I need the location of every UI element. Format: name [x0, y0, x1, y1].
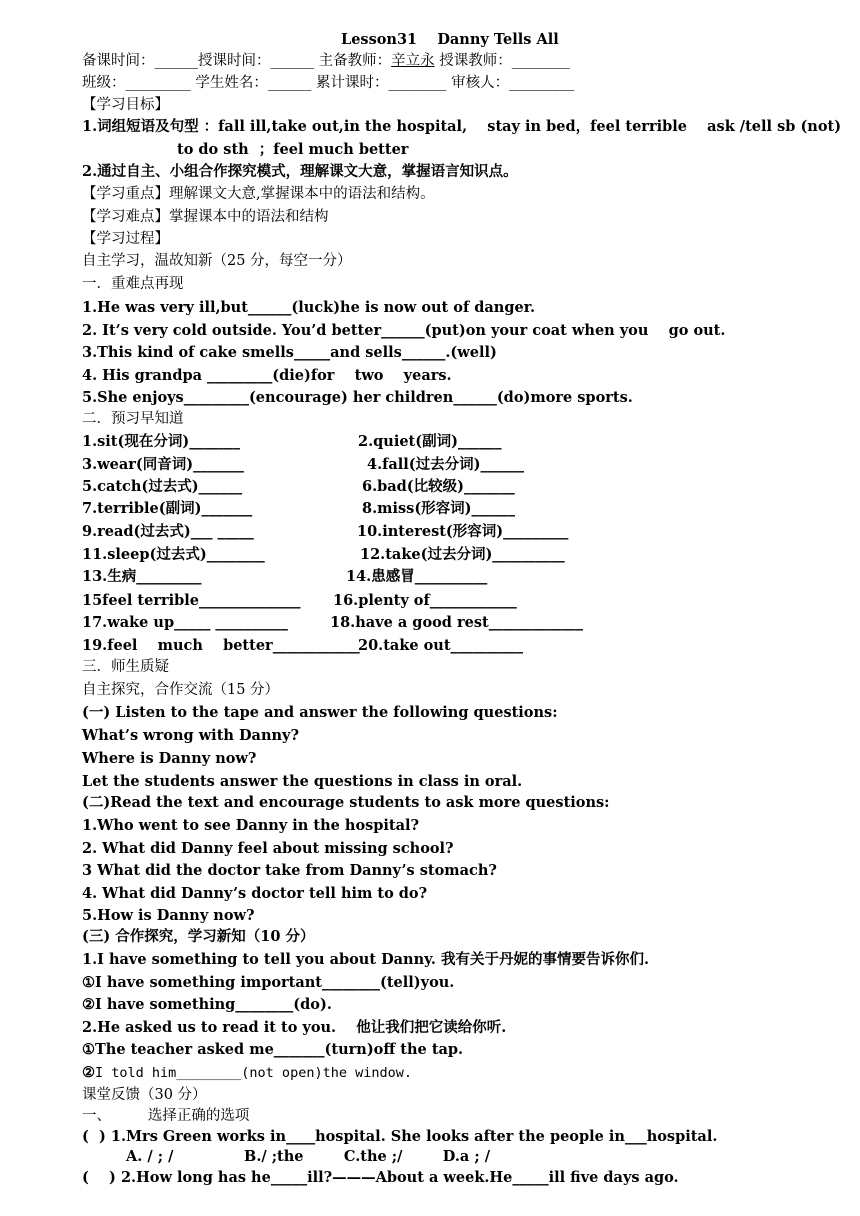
review-item: 5.She enjoys_________(encourage) her children______(do)more sports.	[82, 389, 633, 406]
read-question: 4. What did Danny’s doctor tell him to do?	[82, 885, 428, 902]
cooperate-item-2a: ①The teacher asked me_______(turn)off the tap.	[82, 1041, 464, 1058]
preview-item: 10.interest(形容词)_________	[357, 523, 569, 540]
review-item: 1.He was very ill,but______(luck)he is now out of danger.	[82, 299, 536, 316]
choice-question-2: ( ) 2.How long has he_____ill?———About a week.He_____ill five days ago.	[82, 1169, 679, 1186]
preview-item: 19.feel much better____________	[82, 637, 360, 654]
preview-item: 17.wake up_____ __________	[82, 614, 288, 631]
preview-item: 9.read(过去式)___ _____	[82, 523, 254, 540]
circled-number-2: ②	[82, 1064, 95, 1081]
prep-meta-start: 备课时间：______授课时间：______ 主备教师：	[82, 53, 392, 69]
preview-item: 18.have a good rest_____________	[330, 614, 583, 631]
preview-item: 14.患感冒__________	[346, 568, 488, 585]
preview-item: 11.sleep(过去式)________	[82, 546, 265, 563]
part2-heading: 二．预习早知道	[82, 411, 184, 427]
class-meta-line: 班级：_________ 学生姓名：______ 累计课时：________ 审核人：_________	[82, 75, 575, 91]
author-name: 辛立永	[391, 53, 435, 69]
listen-heading: (一) Listen to the tape and answer the following questions:	[82, 704, 558, 721]
choice-question-1-options: A. / ; / B./ ;the C.the ;/ D.a ; /	[126, 1148, 491, 1165]
read-question: 2. What did Danny feel about missing school?	[82, 840, 454, 857]
read-heading: (二)Read the text and encourage students to ask more questions:	[82, 794, 610, 811]
preview-item: 12.take(过去分词)__________	[360, 546, 565, 563]
listen-question: Let the students answer the questions in class in oral.	[82, 773, 523, 790]
difficult-points: 【学习难点】掌握课本中的语法和结构	[82, 209, 329, 225]
goal-item-1: 1.词组短语及句型 ：fall ill,take out,in the hospital, stay in bed，feel terrible ask /tell sb (not)	[82, 118, 842, 135]
process-heading: 【学习过程】	[82, 231, 169, 247]
key-points: 【学习重点】理解课文大意,掌握课本中的语法和结构。	[82, 186, 435, 202]
review-item: 2. It’s very cold outside. You’d better______(put)on your coat when you go out.	[82, 322, 726, 339]
preview-item: 5.catch(过去式)______	[82, 478, 243, 495]
cooperate-heading: (三) 合作探究，学习新知（10 分）	[82, 928, 315, 945]
preview-item: 2.quiet(副词)______	[358, 433, 502, 450]
goals-heading: 【学习目标】	[82, 97, 169, 113]
cooperate-item-2: 2.He asked us to read it to you. 他让我们把它读给你听.	[82, 1019, 507, 1036]
listen-question: What’s wrong with Danny?	[82, 727, 299, 744]
preview-item: 4.fall(过去分词)______	[367, 456, 525, 473]
part3-heading: 三．师生质疑	[82, 659, 169, 675]
cooperate-item-1b: ②I have something________(do).	[82, 996, 332, 1013]
read-question: 5.How is Danny now?	[82, 907, 255, 924]
review-intro: 自主学习，温故知新（25 分，每空一分）	[82, 253, 352, 269]
review-item: 3.This kind of cake smells_____and sells______.(well)	[82, 344, 497, 361]
review-item: 4. His grandpa _________(die)for two years.	[82, 367, 452, 384]
read-question: 1.Who went to see Danny in the hospital?	[82, 817, 420, 834]
read-question: 3 What did the doctor take from Danny’s stomach?	[82, 862, 497, 879]
preview-item: 13.生病_________	[82, 568, 202, 585]
choice-heading: 一、 选择正确的选项	[82, 1108, 250, 1124]
cooperate-item-1a: ①I have something important________(tell)you.	[82, 974, 455, 991]
listen-question: Where is Danny now?	[82, 750, 257, 767]
cooperate-item-2b	[82, 1063, 412, 1083]
prep-meta-end: 授课教师：________	[434, 53, 570, 69]
preview-item: 20.take out__________	[358, 637, 524, 654]
feedback-intro: 课堂反馈（30 分）	[82, 1087, 207, 1103]
explore-intro: 自主探究，合作交流（15 分）	[82, 682, 280, 698]
choice-question-1: ( ) 1.Mrs Green works in____hospital. She looks after the people in___hospital.	[82, 1128, 718, 1145]
cooperate-item-2b-text: I told him________(not open)the window.	[95, 1065, 412, 1081]
lesson-title: Lesson31 Danny Tells All	[341, 31, 559, 48]
part1-heading: 一．重难点再现	[82, 276, 184, 292]
goal-item-2: 2.通过自主、小组合作探究模式，理解课文大意，掌握语言知识点。	[82, 163, 518, 180]
preview-item: 16.plenty of____________	[333, 592, 517, 609]
preview-item: 15feel terrible______________	[82, 592, 301, 609]
goal-item-1-cont: to do sth ；feel much better	[177, 141, 409, 158]
preview-item: 8.miss(形容词)______	[362, 500, 516, 517]
prep-meta-line	[82, 51, 570, 71]
preview-item: 1.sit(现在分词)_______	[82, 433, 240, 450]
cooperate-item-1: 1.I have something to tell you about Danny. 我有关于丹妮的事情要告诉你们.	[82, 951, 650, 968]
preview-item: 6.bad(比较级)_______	[362, 478, 515, 495]
preview-item: 7.terrible(副词)_______	[82, 500, 253, 517]
preview-item: 3.wear(同音词)_______	[82, 456, 244, 473]
